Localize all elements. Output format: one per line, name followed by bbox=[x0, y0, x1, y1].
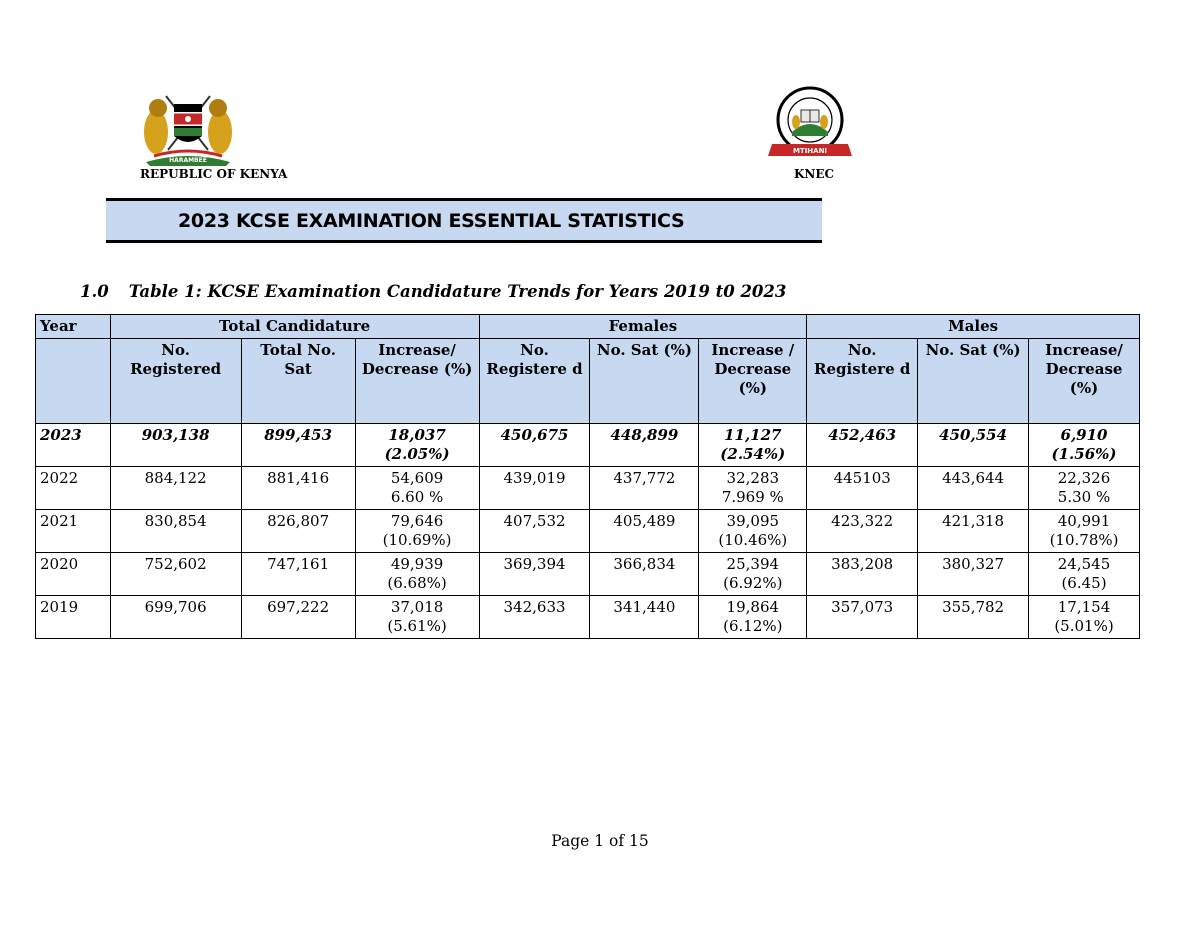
cell-female-change bbox=[699, 553, 807, 596]
cell-female-change bbox=[699, 510, 807, 553]
table-row bbox=[36, 553, 1140, 596]
change-pct: (5.61%) bbox=[387, 617, 447, 635]
cell-total-registered: 884,122 bbox=[110, 467, 241, 510]
header-total-registered: No. Registered bbox=[110, 339, 241, 424]
change-value: 11,127 bbox=[724, 426, 782, 444]
change-value: 32,283 bbox=[726, 469, 780, 487]
table-row bbox=[36, 596, 1140, 639]
header-female-sat: No. Sat (%) bbox=[590, 339, 699, 424]
header-females: Females bbox=[479, 315, 807, 339]
change-value: 40,991 bbox=[1057, 512, 1111, 530]
cell-female-registered: 369,394 bbox=[479, 553, 590, 596]
cell-year: 2022 bbox=[36, 467, 111, 510]
change-pct: (5.01%) bbox=[1054, 617, 1114, 635]
cell-female-registered: 342,633 bbox=[479, 596, 590, 639]
cell-total-registered: 830,854 bbox=[110, 510, 241, 553]
cell-total-registered: 752,602 bbox=[110, 553, 241, 596]
header-year-blank bbox=[36, 339, 111, 424]
cell-male-registered: 423,322 bbox=[807, 510, 918, 553]
change-value: 54,609 bbox=[390, 469, 444, 487]
cell-male-sat: 450,554 bbox=[918, 424, 1029, 467]
change-pct: (2.05%) bbox=[384, 445, 450, 463]
cell-total-sat: 881,416 bbox=[241, 467, 355, 510]
table-row bbox=[36, 424, 1140, 467]
change-value: 25,394 bbox=[726, 555, 780, 573]
header-female-registered: No. Registere d bbox=[479, 339, 590, 424]
change-value: 6,910 bbox=[1060, 426, 1108, 444]
change-pct: 5.30 % bbox=[1057, 488, 1111, 506]
change-value: 37,018 bbox=[390, 598, 444, 616]
cell-year: 2020 bbox=[36, 553, 111, 596]
cell-female-sat: 437,772 bbox=[590, 467, 699, 510]
change-pct: 7.969 % bbox=[721, 488, 784, 506]
change-pct: (6.45) bbox=[1061, 574, 1107, 592]
cell-female-registered: 407,532 bbox=[479, 510, 590, 553]
header-male-sat: No. Sat (%) bbox=[918, 339, 1029, 424]
cell-male-registered: 452,463 bbox=[807, 424, 918, 467]
change-value: 22,326 bbox=[1057, 469, 1111, 487]
cell-total-registered: 903,138 bbox=[110, 424, 241, 467]
knec-caption: KNEC bbox=[794, 167, 835, 181]
republic-caption: REPUBLIC OF KENYA bbox=[140, 167, 288, 181]
cell-male-change bbox=[1029, 596, 1140, 639]
kenya-coat-of-arms-icon bbox=[136, 92, 240, 166]
svg-text:MTIHANI: MTIHANI bbox=[792, 147, 828, 155]
table-row bbox=[36, 510, 1140, 553]
header-total-sat: Total No. Sat bbox=[241, 339, 355, 424]
banner-title: 2023 KCSE EXAMINATION ESSENTIAL STATISTICS bbox=[178, 209, 685, 232]
candidature-table bbox=[35, 314, 1140, 639]
title-banner bbox=[106, 198, 822, 243]
change-pct: (2.54%) bbox=[720, 445, 786, 463]
cell-male-change bbox=[1029, 510, 1140, 553]
section-title: Table 1: KCSE Examination Candidature Trends for Years 2019 t0 2023 bbox=[128, 282, 787, 301]
change-value: 79,646 bbox=[390, 512, 444, 530]
cell-total-sat: 697,222 bbox=[241, 596, 355, 639]
cell-male-registered: 445103 bbox=[807, 467, 918, 510]
change-value: 17,154 bbox=[1057, 598, 1111, 616]
cell-total-registered: 699,706 bbox=[110, 596, 241, 639]
header-males: Males bbox=[807, 315, 1140, 339]
cell-male-change bbox=[1029, 553, 1140, 596]
change-pct: (10.69%) bbox=[382, 531, 452, 549]
section-number: 1.0 bbox=[80, 282, 109, 301]
header-year: Year bbox=[36, 315, 111, 339]
svg-text:HARAMBEE: HARAMBEE bbox=[169, 157, 207, 164]
cell-year: 2019 bbox=[36, 596, 111, 639]
cell-female-registered: 450,675 bbox=[479, 424, 590, 467]
cell-female-change bbox=[699, 596, 807, 639]
cell-male-change bbox=[1029, 424, 1140, 467]
cell-total-sat: 826,807 bbox=[241, 510, 355, 553]
cell-total-sat: 747,161 bbox=[241, 553, 355, 596]
change-value: 49,939 bbox=[390, 555, 444, 573]
cell-total-change bbox=[355, 467, 479, 510]
cell-male-registered: 357,073 bbox=[807, 596, 918, 639]
cell-total-change bbox=[355, 553, 479, 596]
cell-female-sat: 405,489 bbox=[590, 510, 699, 553]
cell-total-change bbox=[355, 596, 479, 639]
cell-male-sat: 355,782 bbox=[918, 596, 1029, 639]
cell-total-sat: 899,453 bbox=[241, 424, 355, 467]
cell-year: 2023 bbox=[36, 424, 111, 467]
cell-female-sat: 341,440 bbox=[590, 596, 699, 639]
cell-total-change bbox=[355, 424, 479, 467]
table-heading bbox=[80, 282, 786, 301]
change-pct: (6.92%) bbox=[723, 574, 783, 592]
header-male-registered: No. Registere d bbox=[807, 339, 918, 424]
header-female-change: Increase / Decrease (%) bbox=[699, 339, 807, 424]
cell-female-sat: 366,834 bbox=[590, 553, 699, 596]
change-pct: (1.56%) bbox=[1051, 445, 1117, 463]
header-total-candidature: Total Candidature bbox=[110, 315, 479, 339]
change-value: 19,864 bbox=[726, 598, 780, 616]
cell-female-change bbox=[699, 424, 807, 467]
change-pct: (10.78%) bbox=[1049, 531, 1119, 549]
cell-male-sat: 443,644 bbox=[918, 467, 1029, 510]
cell-year: 2021 bbox=[36, 510, 111, 553]
change-value: 39,095 bbox=[726, 512, 780, 530]
table-row bbox=[36, 467, 1140, 510]
cell-female-change bbox=[699, 467, 807, 510]
cell-male-registered: 383,208 bbox=[807, 553, 918, 596]
knec-emblem-icon bbox=[766, 86, 854, 166]
cell-male-sat: 380,327 bbox=[918, 553, 1029, 596]
cell-male-change bbox=[1029, 467, 1140, 510]
change-value: 24,545 bbox=[1057, 555, 1111, 573]
change-pct: (10.46%) bbox=[718, 531, 788, 549]
page-number: Page 1 of 15 bbox=[551, 832, 649, 850]
header-total-change: Increase/ Decrease (%) bbox=[355, 339, 479, 424]
change-pct: (6.12%) bbox=[723, 617, 783, 635]
cell-total-change bbox=[355, 510, 479, 553]
change-value: 18,037 bbox=[388, 426, 446, 444]
cell-male-sat: 421,318 bbox=[918, 510, 1029, 553]
header-male-change: Increase/ Decrease (%) bbox=[1029, 339, 1140, 424]
cell-female-registered: 439,019 bbox=[479, 467, 590, 510]
change-pct: (6.68%) bbox=[387, 574, 447, 592]
cell-female-sat: 448,899 bbox=[590, 424, 699, 467]
change-pct: 6.60 % bbox=[390, 488, 444, 506]
